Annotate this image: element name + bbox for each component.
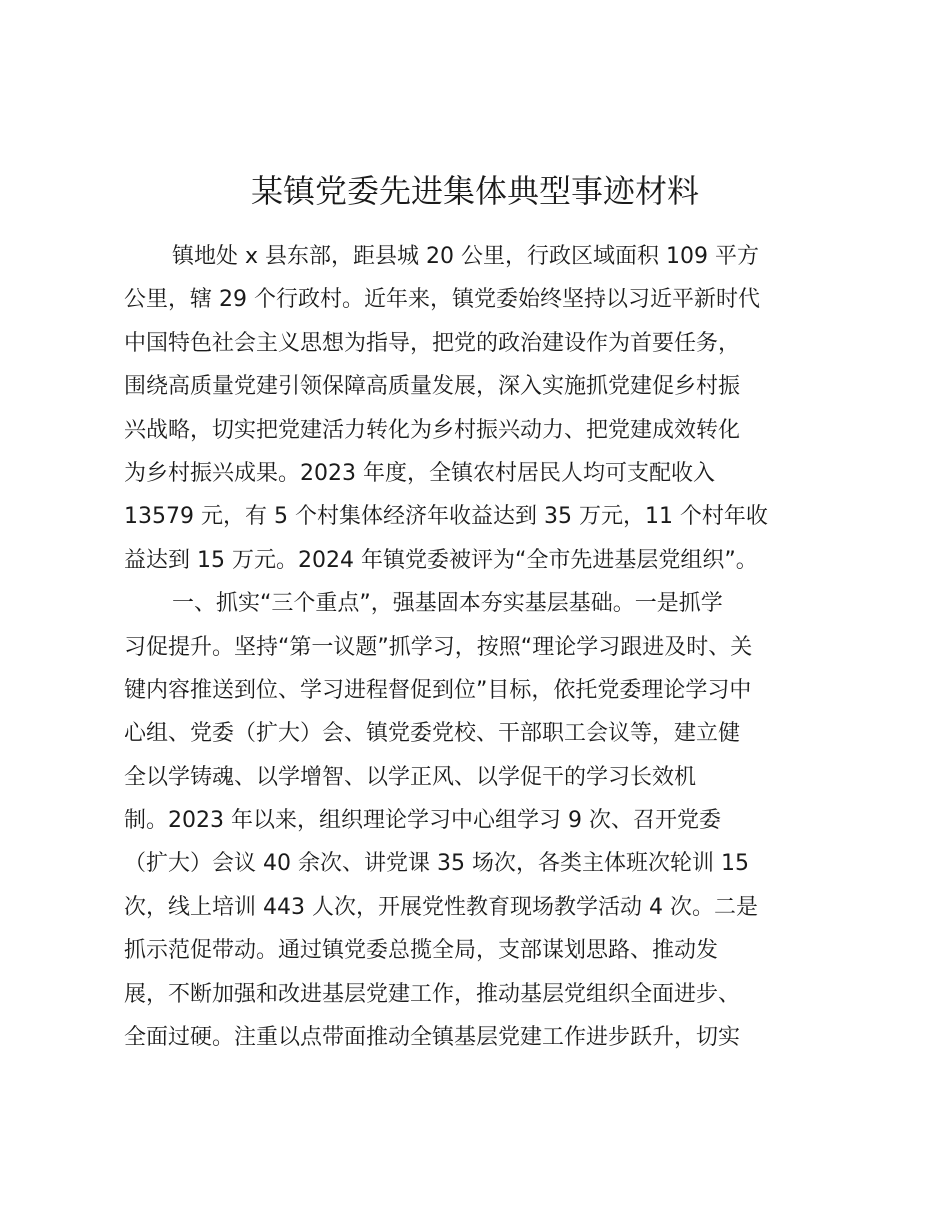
paragraph-line: 中国特色社会主义思想为指导，把党的政治建设作为首要任务， [124,330,741,356]
paragraph-line: 习促提升。坚持“第一议题”抓学习，按照“理论学习跟进及时、关 [124,634,753,660]
paragraph-line: 抓示范促带动。通过镇党委总揽全局，支部谋划思路、推动发 [124,938,719,964]
paragraph-line: 次，线上培训 443 人次，开展党性教育现场教学活动 4 次。二是 [124,894,758,920]
document-title: 某镇党委先进集体典型事迹材料 [250,172,699,210]
paragraph-line: 益达到 15 万元。2024 年镇党委被评为“全市先进基层党组织”。 [124,547,758,573]
paragraph-line: 围绕高质量党建引领保障高质量发展，深入实施抓党建促乡村振 [124,374,741,400]
paragraph-line: （扩大）会议 40 余次、讲党课 35 场次，各类主体班次轮训 15 [124,851,749,877]
paragraph-line: 全以学铸魂、以学增智、以学正风、以学促干的学习长效机 [124,764,697,790]
paragraph-line: 为乡村振兴成果。2023 年度，全镇农村居民人均可支配收入 [124,460,715,486]
paragraph-line: 键内容推送到位、学习进程督促到位”目标，依托党委理论学习中 [124,677,752,703]
paragraph-line: 镇地处 x 县东部，距县城 20 公里，行政区域面积 109 平方 [172,244,759,269]
paragraph-line: 公里，辖 29 个行政村。近年来，镇党委始终坚持以习近平新时代 [124,287,760,313]
paragraph-line: 心组、党委（扩大）会、镇党委党校、干部职工会议等，建立健 [124,721,741,747]
paragraph-line: 制。2023 年以来，组织理论学习中心组学习 9 次、召开党委 [124,808,721,834]
document-body [124,235,836,1059]
paragraph-line: 兴战略，切实把党建活力转化为乡村振兴动力、把党建成效转化 [124,417,741,443]
paragraph-line: 一、抓实“三个重点”，强基固本夯实基层基础。一是抓学 [172,591,723,617]
paragraph-line: 展，不断加强和改进基层党建工作，推动基层党组织全面进步、 [124,981,741,1007]
paragraph-line: 全面过硬。注重以点带面推动全镇基层党建工作进步跃升，切实 [124,1025,741,1051]
paragraph-line: 13579 元，有 5 个村集体经济年收益达到 35 万元，11 个村年收 [124,504,768,530]
